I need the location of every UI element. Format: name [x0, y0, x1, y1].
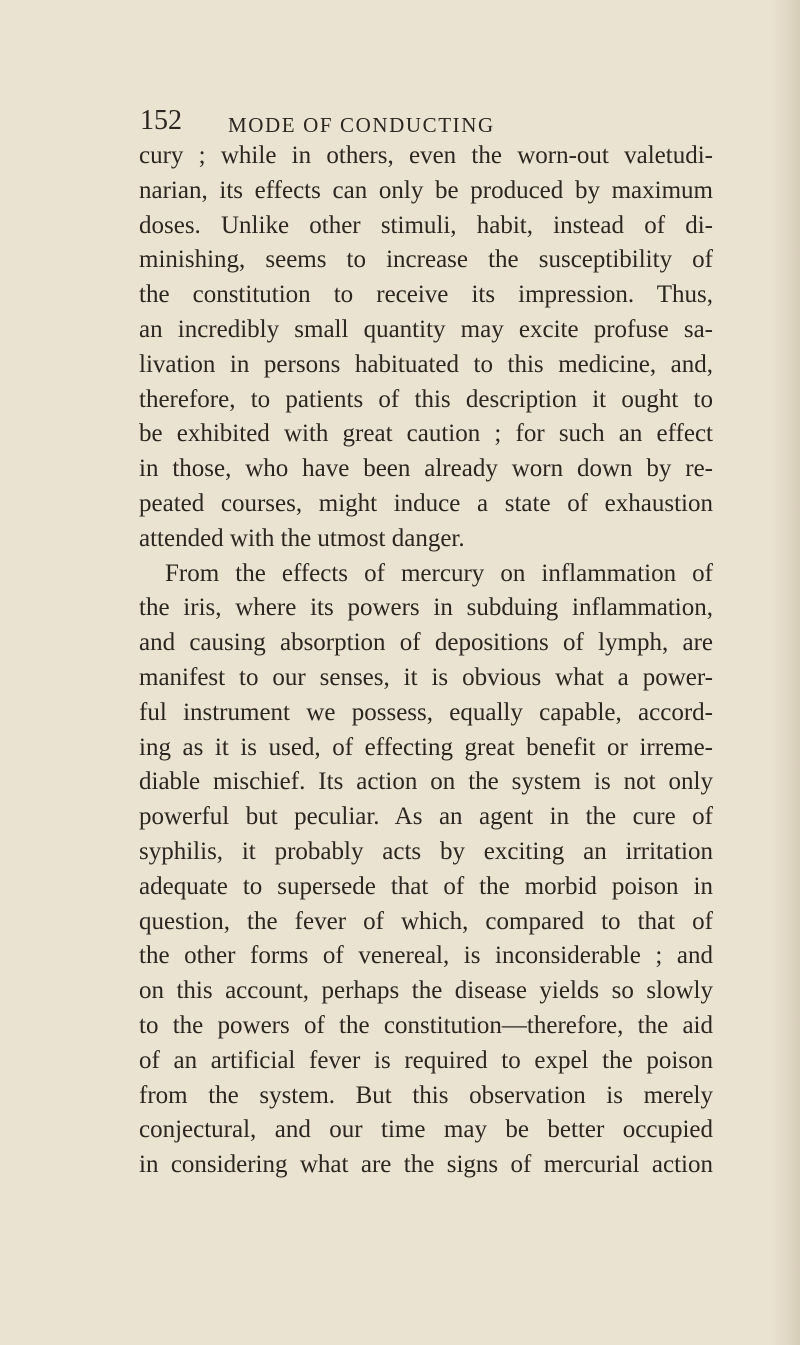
text-line: ing as it is used, of effecting great benefit or irreme-	[139, 733, 713, 761]
text-line: an incredibly small quantity may excite profuse sa-	[139, 315, 713, 343]
text-line: to the powers of the constitution—therefore, the aid	[139, 1011, 713, 1039]
text-line: the other forms of venereal, is inconsiderable ; and	[139, 942, 713, 970]
text-line: of an artificial fever is required to expel the poison	[139, 1046, 713, 1074]
text-line: the constitution to receive its impression. Thus,	[139, 281, 713, 309]
text-line: minishing, seems to increase the susceptibility of	[139, 246, 713, 274]
text-line: in those, who have been already worn down by re-	[139, 455, 713, 483]
text-line: peated courses, might induce a state of exhaustion	[139, 489, 713, 517]
text-line: conjectural, and our time may be better occupied	[139, 1116, 713, 1144]
text-line: in considering what are the signs of mercurial action	[139, 1151, 713, 1179]
text-line: question, the fever of which, compared to that of	[139, 907, 713, 935]
text-line: syphilis, it probably acts by exciting an irritation	[139, 837, 713, 865]
page-header	[0, 103, 800, 143]
body-text	[139, 139, 713, 1183]
text-line: and causing absorption of depositions of lymph, are	[139, 629, 713, 657]
text-line: livation in persons habituated to this medicine, and,	[139, 350, 713, 378]
text-line: from the system. But this observation is merely	[139, 1081, 713, 1109]
text-line: manifest to our senses, it is obvious what a power-	[139, 663, 713, 691]
page-number: 152	[140, 105, 182, 136]
text-line: cury ; while in others, even the worn-out valetudi-	[139, 142, 713, 169]
text-line: on this account, perhaps the disease yields so slowly	[139, 977, 713, 1005]
text-line: doses. Unlike other stimuli, habit, instead of di-	[139, 211, 713, 239]
running-head: MODE OF CONDUCTING	[228, 113, 495, 137]
text-line: the iris, where its powers in subduing inflammation,	[139, 594, 713, 622]
text-line: From the effects of mercury on inflammation of	[165, 559, 713, 587]
text-line: adequate to supersede that of the morbid poison in	[139, 872, 713, 900]
text-line: attended with the utmost danger.	[139, 524, 465, 552]
text-line: therefore, to patients of this description it ought to	[139, 385, 713, 413]
text-line: be exhibited with great caution ; for such an effect	[139, 420, 713, 448]
text-line: ful instrument we possess, equally capable, accord-	[139, 698, 713, 726]
text-line: diable mischief. Its action on the system is not only	[139, 768, 713, 796]
text-line: powerful but peculiar. As an agent in the cure of	[139, 803, 713, 831]
text-line: narian, its effects can only be produced by maximum	[139, 176, 713, 204]
